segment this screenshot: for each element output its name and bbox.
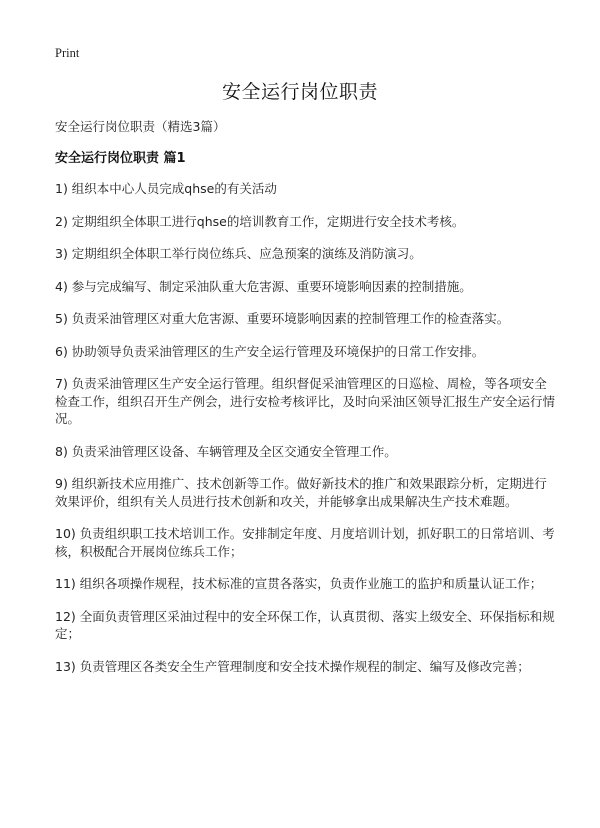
duty-item: 4) 参与完成编写、制定采油队重大危害源、重要环境影响因素的控制措施。	[55, 278, 472, 294]
duty-item: 10) 负责组织职工技术培训工作。安排制定年度、月度培训计划，抓好职工的日常培训、考核，积极配合开展岗位练兵工作；	[55, 526, 555, 559]
duty-item: 5) 负责采油管理区对重大危害源、重要环境影响因素的控制管理工作的检查落实。	[55, 311, 510, 326]
print-label: Print	[55, 46, 80, 60]
section-heading: 安全运行岗位职责 篇1	[55, 151, 186, 166]
duty-list	[55, 180, 555, 690]
duty-item: 3) 定期组织全体职工举行岗位练兵、应急预案的演练及消防演习。	[55, 246, 422, 261]
duty-item: 7) 负责采油管理区生产安全运行管理。组织督促采油管理区的日巡检、周检，等各项安全检查工作，组织召开生产例会，进行安检考核评比，及时向采油区领导汇报生产安全运行情况。	[55, 376, 556, 426]
duty-item: 1) 组织本中心人员完成qhse的有关活动	[55, 181, 277, 196]
duty-item: 2) 定期组织全体职工进行qhse的培训教育工作，定期进行安全技术考核。	[55, 213, 465, 229]
duty-item: 12) 全面负责管理区采油过程中的安全环保工作，认真贯彻、落实上级安全、环保指标和规定；	[55, 608, 555, 641]
duty-item: 8) 负责采油管理区设备、车辆管理及全区交通安全管理工作。	[55, 443, 397, 459]
duty-item: 6) 协助领导负责采油管理区的生产安全运行管理及环境保护的日常工作安排。	[55, 343, 485, 359]
duty-item: 13) 负责管理区各类安全生产管理制度和安全技术操作规程的制定、编写及修改完善；	[55, 658, 530, 674]
duty-item: 9) 组织新技术应用推广、技术创新等工作。做好新技术的推广和效果跟踪分析，定期进行效果评价，组织有关人员进行技术创新和攻关，并能够拿出成果解决生产技术难题。	[55, 476, 547, 509]
document-title: 安全运行岗位职责	[221, 81, 378, 103]
document-subtitle: 安全运行岗位职责（精选3篇）	[55, 119, 226, 134]
duty-item: 11) 组织各项操作规程，技术标准的宣贯各落实，负责作业施工的监护和质量认证工作；	[55, 576, 543, 591]
